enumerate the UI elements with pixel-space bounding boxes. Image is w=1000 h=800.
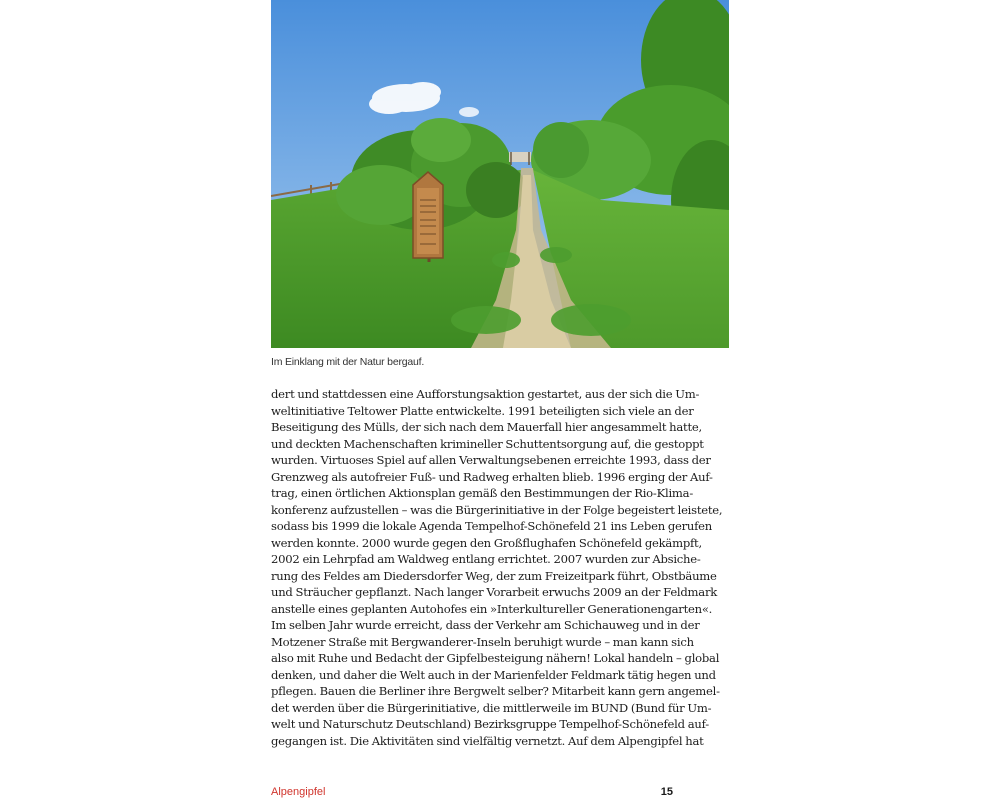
text-line: werden konnte. 2000 wurde gegen den Großflughafen Schönefeld gekämpft, [271,535,702,550]
text-line: also mit Ruhe und Bedacht der Gipfelbesteigung nähern! Lokal handeln – global [271,651,720,665]
text-line: Beseitigung des Mülls, der sich nach dem Mauerfall hier angesammelt hatte, [271,420,702,434]
text-line: dert und stattdessen eine Aufforstungsaktion gestartet, aus der sich die Um- [271,387,700,401]
text-line: det werden über die Bürgerinitiative, die mittlerweile im BUND (Bund für Um- [271,700,712,715]
text-line: weltinitiative Teltower Platte entwickelte. 1991 beteiligten sich viele an der [271,403,694,418]
text-line: anstelle eines geplanten Autohofes ein »Interkultureller Generationengarten«. [271,601,713,616]
text-line: sodass bis 1999 die lokale Agenda Tempelhof-Schönefeld 21 ins Leben gerufen [271,519,713,533]
text-line: pflegen. Bauen die Berliner ihre Bergwelt selber? Mitarbeit kann gern angemel- [271,684,720,698]
text-line: gegangen ist. Die Aktivitäten sind vielfältig vernetzt. Auf dem Alpengipfel hat [271,733,704,748]
photo-caption: Im Einklang mit der Natur bergauf. [271,356,425,368]
page-number: 15 [660,786,673,798]
text-line: wurden. Virtuoses Spiel auf allen Verwaltungsebenen erreichte 1993, dass der [271,453,711,467]
text-line: Im selben Jahr wurde erreicht, dass der Verkehr am Schichauweg und in der [271,618,700,632]
body-text [271,386,723,749]
text-line: denken, und daher die Welt auch in der Marienfelder Feldmark tätig hegen und [271,667,716,682]
running-footer-section: Alpengipfel [271,786,326,798]
text-line: rung des Feldes am Diedersdorfer Weg, der zum Freizeitpark führt, Obstbäume [271,568,717,583]
text-line: welt und Naturschutz Deutschland) Bezirksgruppe Tempelhof-Schönefeld auf- [271,717,709,731]
text-line: 2002 ein Lehrpfad am Waldweg entlang errichtet. 2007 wurden zur Absiche- [271,552,701,566]
wooden-sign [413,172,443,262]
text-line: Grenzweg als autofreier Fuß- und Radweg erhalten blieb. 1996 erging der Auf- [271,469,713,484]
text-line: Motzener Straße mit Bergwanderer-Inseln beruhigt wurde – man kann sich [271,634,694,649]
hero-photo [271,0,729,348]
text-line: und Sträucher gepflanzt. Nach langer Vorarbeit erwuchs 2009 an der Feldmark [271,585,718,599]
text-line: und deckten Machenschaften krimineller Schuttentsorgung auf, die gestoppt [271,436,704,451]
text-line: trag, einen örtlichen Aktionsplan gemäß den Bestimmungen der Rio-Klima- [271,486,693,500]
text-line: konferenz aufzustellen – was die Bürgerinitiative in der Folge begeistert leistete, [271,502,723,517]
